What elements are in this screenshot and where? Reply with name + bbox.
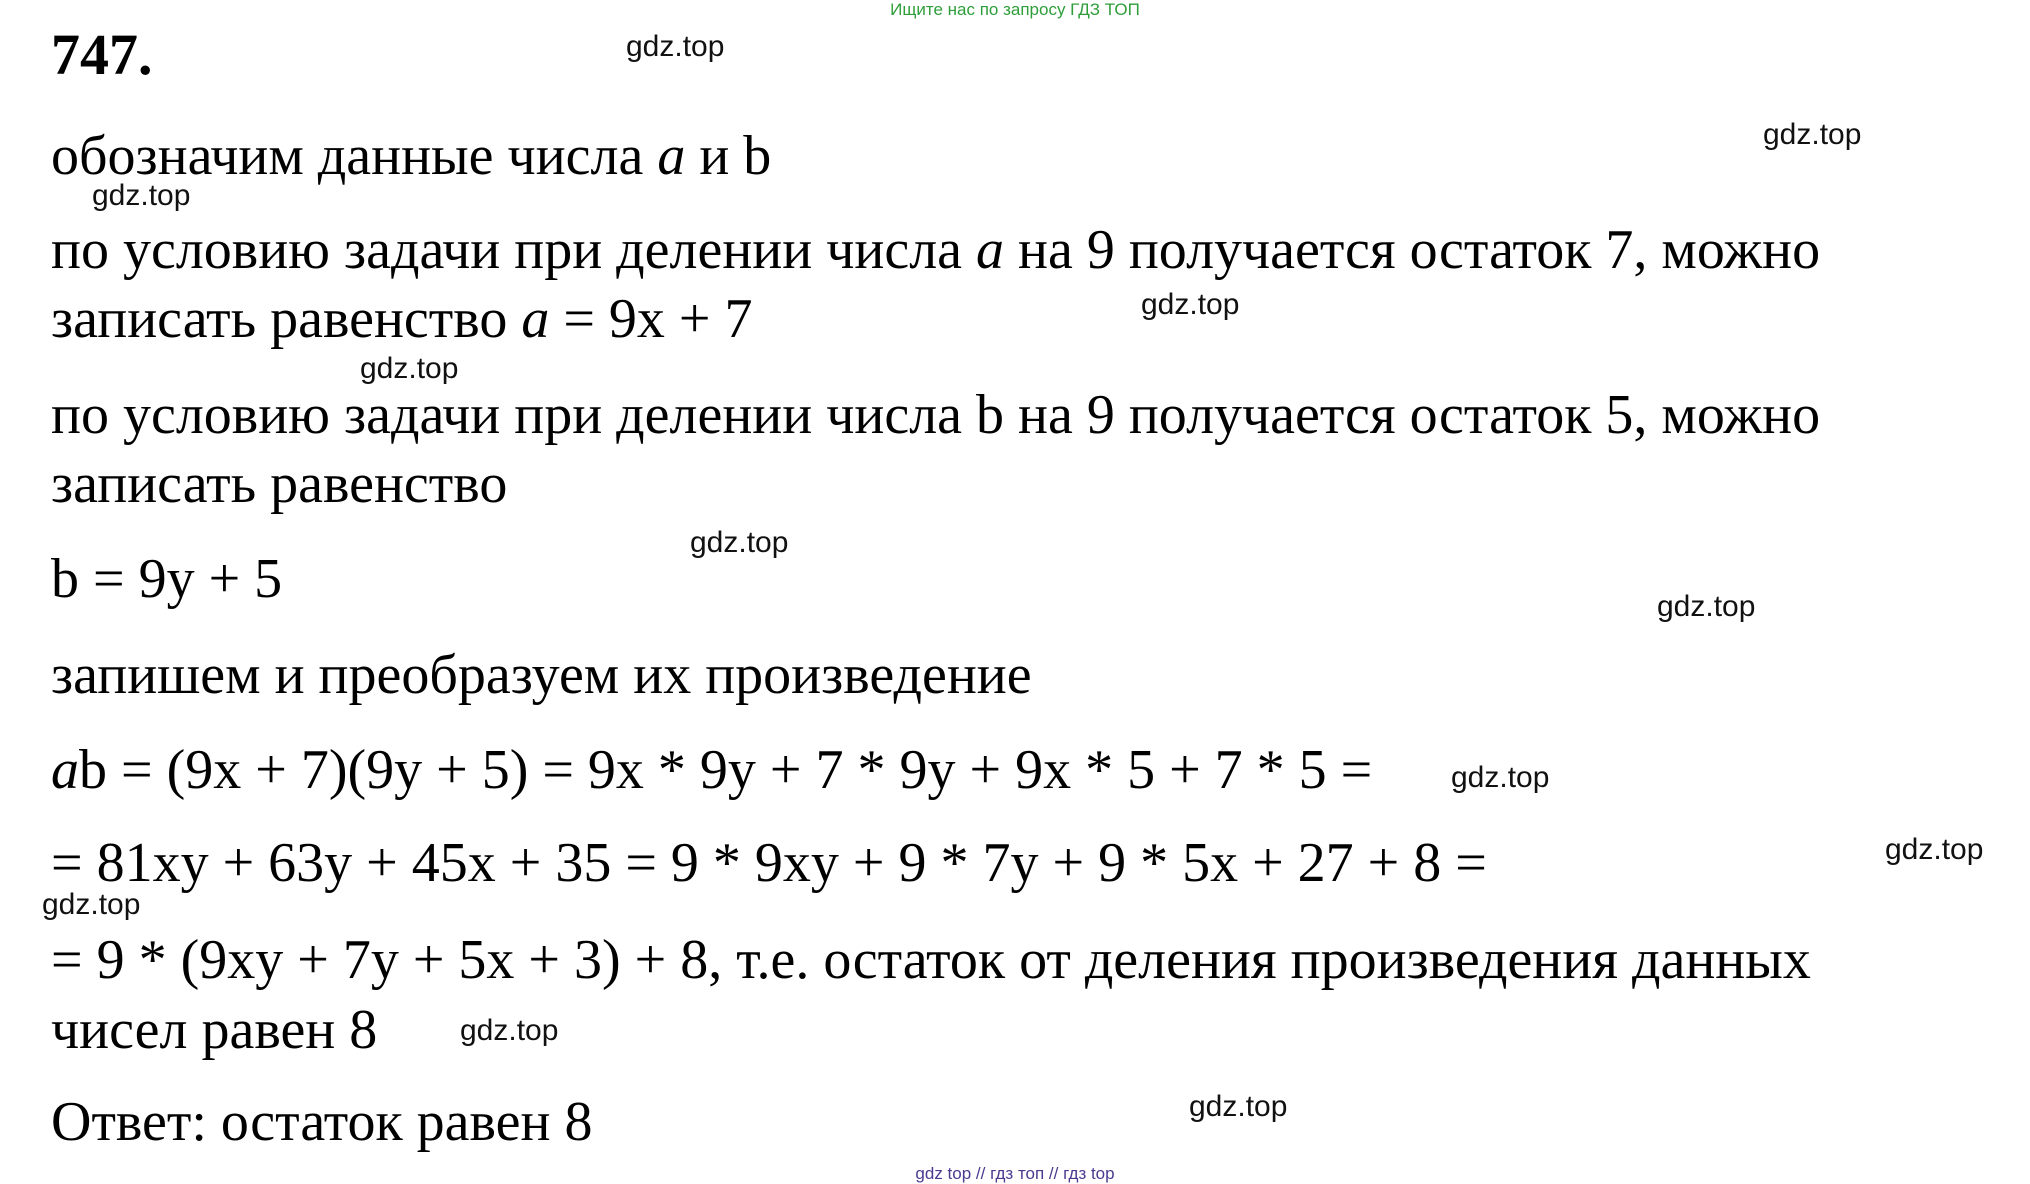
solution-line-5: записать равенство [51, 453, 508, 515]
line-1-text-a: обозначим данные числа [51, 125, 658, 187]
solution-line-11: чисел равен 8 [51, 999, 378, 1061]
watermark: gdz.top [1885, 833, 1984, 866]
equation-product [51, 739, 1373, 801]
top-banner: Ищите нас по запросу ГДЗ ТОП [890, 0, 1140, 19]
solution-line-4: по условию задачи при делении числа b на 9 получается остаток 5, можно [51, 384, 1821, 446]
solution-line-3 [51, 288, 753, 350]
line-3-text-a: записать равенство [51, 288, 522, 350]
watermark: gdz.top [1763, 118, 1862, 151]
line-1-variable: a [657, 125, 686, 187]
line-2-text-a: по условию задачи при делении числа [51, 219, 977, 281]
task-number: 747. [51, 22, 153, 87]
watermark: gdz.top [1657, 590, 1756, 623]
watermark: gdz.top [1451, 761, 1550, 794]
line-8-variable: a [51, 739, 79, 801]
line-3-text-b: = 9x + 7 [549, 288, 753, 350]
watermark: gdz.top [626, 30, 725, 63]
watermark: gdz.top [1189, 1090, 1288, 1123]
equation-result: = 9 * (9xy + 7y + 5x + 3) + 8, т.е. остаток от деления произведения данных [51, 929, 1811, 991]
line-8-text: b = (9x + 7)(9y + 5) = 9x * 9y + 7 * 9y + 9x * 5 + 7 * 5 = [79, 739, 1373, 801]
line-2-text-b: на 9 получается остаток 7, можно [1004, 219, 1821, 281]
line-1-text-b: и b [685, 125, 772, 187]
solution-line-7: запишем и преобразуем их произведение [51, 644, 1032, 706]
watermark: gdz.top [92, 179, 191, 212]
solution-line-2 [51, 219, 1821, 281]
equation-b: b = 9y + 5 [51, 548, 283, 610]
footer-watermark: gdz top // гдз топ // гдз top [915, 1164, 1115, 1183]
watermark: gdz.top [1141, 288, 1240, 321]
watermark: gdz.top [460, 1014, 559, 1047]
solution-line-1 [51, 125, 772, 187]
watermark: gdz.top [690, 526, 789, 559]
line-3-variable: a [521, 288, 550, 350]
line-2-variable: a [976, 219, 1005, 281]
answer-line: Ответ: остаток равен 8 [51, 1091, 593, 1153]
equation-expanded: = 81xy + 63y + 45x + 35 = 9 * 9xy + 9 * 7y + 9 * 5x + 27 + 8 = [51, 832, 1487, 894]
watermark: gdz.top [42, 888, 141, 921]
watermark: gdz.top [360, 352, 459, 385]
